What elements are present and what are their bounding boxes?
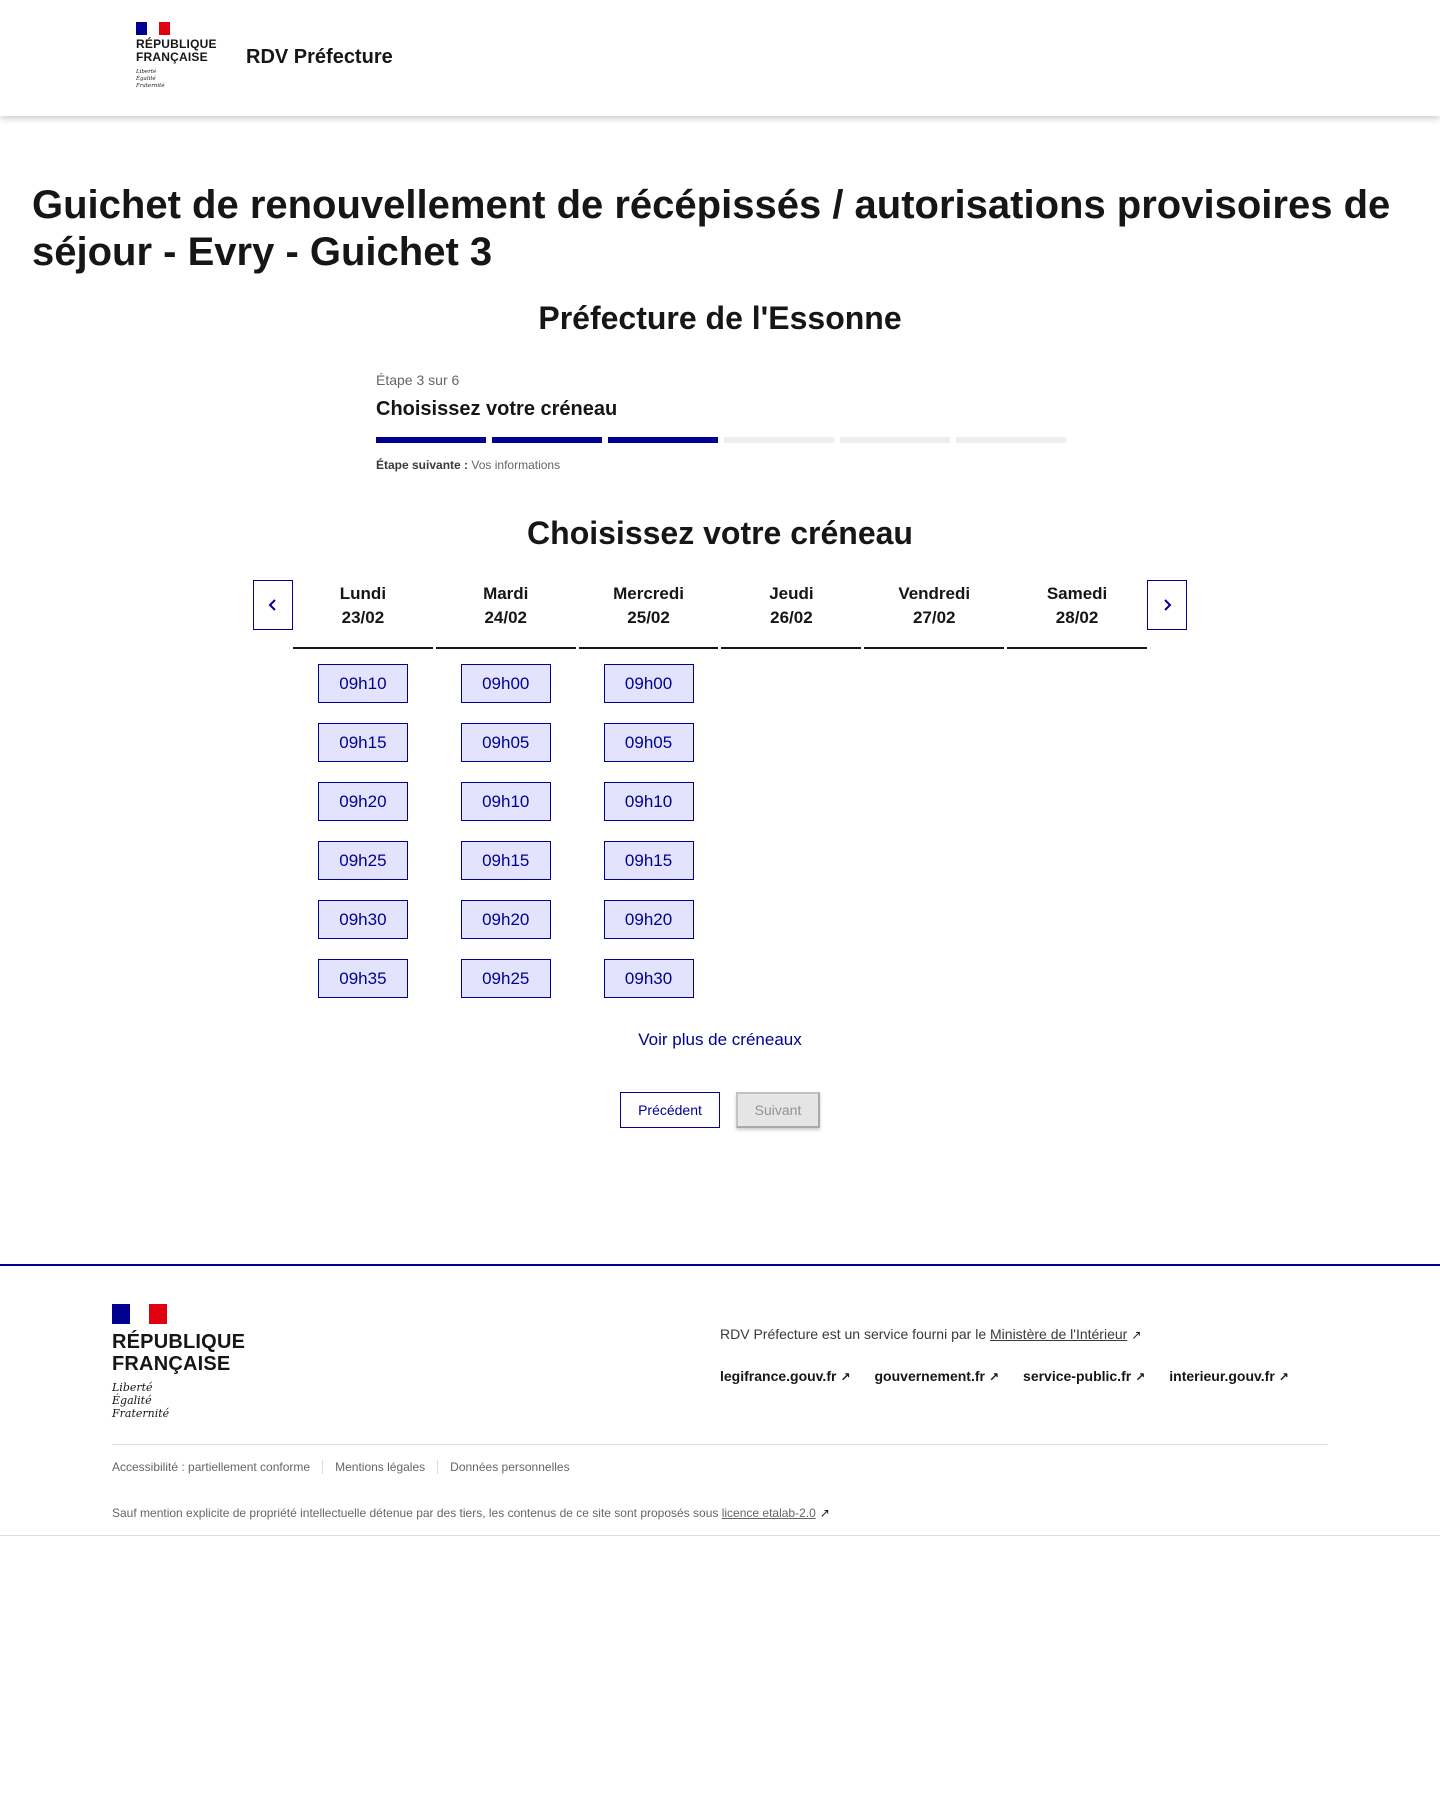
slot-list: [436, 664, 576, 998]
devise-fraternite: Fraternité: [136, 83, 165, 89]
time-slot-button[interactable]: 09h25: [318, 841, 408, 880]
footer-links: [720, 1368, 1289, 1384]
accessibility-link[interactable]: Accessibilité : partiellement conforme: [112, 1460, 311, 1474]
external-link-icon: ↗: [1131, 1328, 1142, 1342]
step-segment: [956, 437, 1066, 443]
day-column: [293, 580, 433, 998]
day-name: Mercredi: [613, 584, 684, 603]
time-slot-button[interactable]: 09h10: [604, 782, 694, 821]
day-date: 26/02: [770, 608, 813, 627]
external-link-icon: ↗: [1278, 1370, 1289, 1384]
step-segment: [376, 437, 486, 443]
time-slot-button[interactable]: 09h15: [604, 841, 694, 880]
day-header: [1007, 580, 1147, 649]
personal-data-link[interactable]: Données personnelles: [437, 1460, 581, 1474]
day-name: Mardi: [483, 584, 529, 603]
step-next-value: Vos informations: [471, 458, 561, 472]
day-header: [721, 580, 861, 649]
devise-egalite: Égalité: [136, 76, 156, 82]
day-date: 23/02: [341, 608, 385, 627]
chevron-left-icon: [267, 598, 279, 612]
stepper: [376, 372, 1066, 472]
time-slot-button[interactable]: 09h10: [318, 664, 408, 703]
legal-notice-link[interactable]: Mentions légales: [322, 1460, 437, 1474]
footer-link-label: gouvernement.fr: [874, 1368, 985, 1384]
slot-list: [293, 664, 433, 998]
footer-link-service-public[interactable]: [1023, 1368, 1145, 1384]
footer-link-interieur[interactable]: [1169, 1368, 1289, 1384]
republique-francaise-logo[interactable]: [136, 22, 216, 90]
previous-week-button[interactable]: [253, 580, 293, 630]
previous-button[interactable]: Précédent: [620, 1092, 720, 1128]
time-slot-button[interactable]: 09h20: [318, 782, 408, 821]
devise-liberte: Liberté: [136, 69, 157, 75]
external-link-icon: ↗: [819, 1506, 830, 1520]
time-slot-button[interactable]: 09h10: [461, 782, 551, 821]
page-title: Guichet de renouvellement de récépissés / autorisations provisoires de séjour - Evry - Guichet 3: [32, 183, 1391, 274]
footer-logo-line-2: FRANÇAISE: [112, 1353, 231, 1375]
day-date: 25/02: [627, 608, 670, 627]
footer-description: [720, 1326, 1141, 1342]
step-segment: [724, 437, 834, 443]
navigation-buttons: [0, 1092, 1440, 1128]
day-name: Lundi: [339, 584, 387, 603]
time-slot-button[interactable]: 09h00: [461, 664, 551, 703]
time-slot-button[interactable]: 09h30: [318, 900, 408, 939]
day-header: [579, 580, 719, 649]
day-name: Vendredi: [898, 584, 971, 603]
time-slot-button[interactable]: 09h00: [604, 664, 694, 703]
devise: [136, 69, 216, 90]
day-header: [293, 580, 433, 649]
external-link-icon: ↗: [840, 1370, 851, 1384]
day-column: [579, 580, 719, 998]
prefecture-title: Préfecture de l'Essonne: [538, 300, 902, 336]
day-name: Samedi: [1046, 584, 1108, 603]
logo-line-2: FRANÇAISE: [136, 50, 208, 64]
devise-liberte: Liberté: [112, 1381, 153, 1394]
time-slot-button[interactable]: 09h15: [318, 723, 408, 762]
step-segment: [840, 437, 950, 443]
day-date: 24/02: [484, 608, 528, 627]
step-progress-bar: [376, 437, 1066, 443]
slots-title: Choisissez votre créneau: [527, 515, 913, 551]
license-text: Sauf mention explicite de propriété intellectuelle détenue par des tiers, les contenus de ce site sont proposés sous: [112, 1506, 722, 1520]
ministere-link[interactable]: Ministère de l'Intérieur: [990, 1326, 1128, 1342]
french-flag-icon: [136, 22, 170, 35]
site-header: [0, 0, 1440, 116]
time-slot-button[interactable]: 09h35: [318, 959, 408, 998]
time-slot-button[interactable]: 09h30: [604, 959, 694, 998]
french-flag-icon: [112, 1304, 167, 1324]
slot-list: [579, 664, 719, 998]
time-slot-button[interactable]: 09h20: [461, 900, 551, 939]
service-name-link[interactable]: RDV Préfecture: [246, 46, 393, 68]
external-link-icon: ↗: [988, 1370, 1000, 1384]
step-segment: [608, 437, 718, 443]
more-slots-link[interactable]: Voir plus de créneaux: [638, 1030, 802, 1049]
step-next-label: Étape suivante :: [376, 458, 469, 472]
day-header: [436, 580, 576, 649]
footer-link-label: legifrance.gouv.fr: [720, 1368, 837, 1384]
footer-divider: [112, 1444, 1328, 1445]
chevron-right-icon: [1161, 598, 1173, 612]
devise-fraternite: Fraternité: [112, 1407, 170, 1420]
footer-devise: [112, 1381, 245, 1420]
day-name: Jeudi: [769, 584, 814, 603]
logo-line-1: RÉPUBLIQUE: [136, 37, 217, 51]
day-column: [721, 580, 861, 998]
footer-link-label: interieur.gouv.fr: [1169, 1368, 1275, 1384]
footer-link-label: service-public.fr: [1023, 1368, 1132, 1384]
step-segment: [492, 437, 602, 443]
step-title: Choisissez votre créneau: [376, 398, 618, 420]
external-link-icon: ↗: [1135, 1370, 1146, 1384]
day-column: [436, 580, 576, 998]
site-footer: [0, 1264, 1440, 1536]
day-date: 27/02: [912, 608, 956, 627]
step-state: Étape 3 sur 6: [376, 372, 460, 388]
time-slot-button[interactable]: 09h20: [604, 900, 694, 939]
day-date: 28/02: [1055, 608, 1099, 627]
time-slot-button[interactable]: 09h15: [461, 841, 551, 880]
footer-link-legifrance[interactable]: [720, 1368, 851, 1384]
day-column: [1007, 580, 1147, 998]
footer-desc-text: RDV Préfecture est un service fourni par le: [720, 1326, 991, 1342]
next-button[interactable]: Suivant: [736, 1092, 820, 1128]
footer-republique-francaise-logo[interactable]: [112, 1304, 245, 1420]
next-week-button[interactable]: [1147, 580, 1187, 630]
footer-link-gouvernement[interactable]: [875, 1368, 1000, 1384]
license-link[interactable]: licence etalab-2.0: [721, 1506, 816, 1520]
devise-egalite: Égalité: [112, 1394, 152, 1407]
time-slot-button[interactable]: 09h05: [461, 723, 551, 762]
time-slot-button[interactable]: 09h25: [461, 959, 551, 998]
footer-logo-line-1: RÉPUBLIQUE: [112, 1331, 246, 1353]
footer-bottom-links: [112, 1460, 582, 1474]
step-next: [376, 458, 1066, 472]
footer-license: [112, 1506, 830, 1520]
time-slot-button[interactable]: 09h05: [604, 723, 694, 762]
day-header: [864, 580, 1004, 649]
day-column: [864, 580, 1004, 998]
calendar-days: [293, 580, 1147, 998]
